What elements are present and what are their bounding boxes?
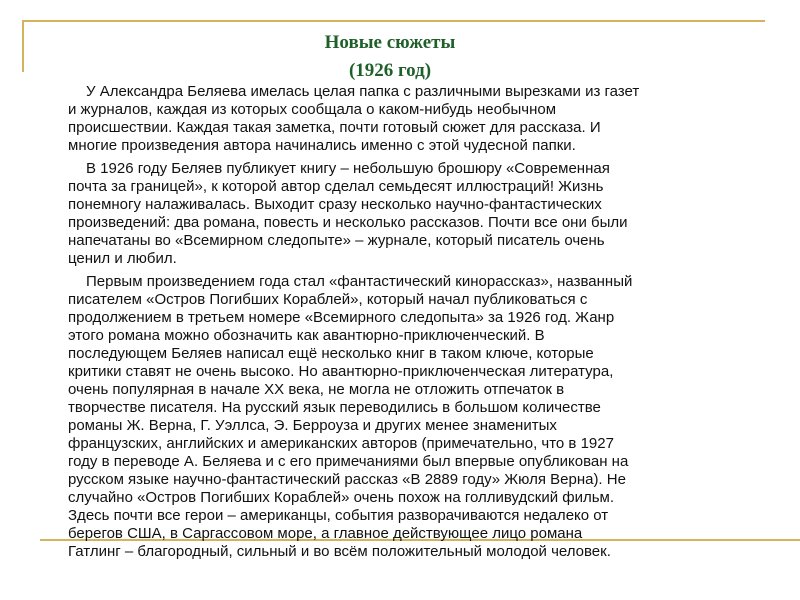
text-line: продолжением в третьем номере «Всемирного следопыта» за 1926 год. Жанр (68, 309, 615, 326)
text-line: напечатаны во «Всемирном следопыте» – журнале, который писатель очень (68, 232, 605, 249)
paragraph (68, 83, 768, 155)
text-line: понемногу налаживалась. Выходит сразу несколько научно-фантастических (68, 196, 602, 213)
text-line: Здесь почти все герои – американцы, события разворачиваются недалеко от (68, 507, 609, 524)
text-line: У Александра Беляева имелась целая папка с различными вырезками из газет (86, 83, 640, 100)
slide-title: Новые сюжеты (324, 32, 456, 53)
text-line: очень популярная в начале XX века, не могла не отложить отпечаток в (68, 381, 565, 398)
paragraph (68, 273, 768, 561)
text-line: ценил и любил. (68, 250, 177, 267)
text-line: последующем Беляев написал ещё несколько книг в таком ключе, которые (68, 345, 594, 362)
text-line: писателем «Остров Погибших Кораблей», который начал публиковаться с (68, 291, 588, 308)
text-line: почта за границей», к которой автор сделал семьдесят иллюстраций! Жизнь (68, 178, 604, 195)
text-line: В 1926 году Беляев публикует книгу – небольшую брошюру «Современная (86, 160, 610, 177)
text-line: берегов США, в Саргассовом море, а главное действующее лицо романа (68, 525, 583, 542)
text-line: случайно «Остров Погибших Кораблей» очень похож на голливудский фильм. (68, 489, 615, 506)
text-line: Гатлинг – благородный, сильный и во всём положительный молодой человек. (68, 543, 611, 560)
text-line: году в переводе А. Беляева и с его примечаниями был впервые опубликован на (68, 453, 629, 470)
slide-subtitle-year: (1926 год) (348, 60, 432, 81)
top-decorative-rule (22, 20, 765, 22)
text-line: французских, английских и американских авторов (примечательно, что в 1927 (68, 435, 614, 452)
text-line: этого романа можно обозначить как авантюрно-приключенческий. В (68, 327, 545, 344)
text-line: многие произведения автора начинались именно с этой чудесной папки. (68, 137, 576, 154)
text-line: произведений: два романа, повесть и несколько рассказов. Почти все они были (68, 214, 628, 231)
paragraph (68, 160, 768, 268)
text-line: и журналов, каждая из которых сообщала о каком-нибудь необычном (68, 101, 557, 118)
text-line: творчестве писателя. На русский язык переводились в большом количестве (68, 399, 601, 416)
text-line: критики ставят не очень высоко. Но авантюрно-приключенческая литература, (68, 363, 614, 380)
text-line: романы Ж. Верна, Г. Уэллса, Э. Берроуза и других менее знаменитых (68, 417, 557, 434)
text-line: происшествии. Каждая такая заметка, почти готовый сюжет для рассказа. И (68, 119, 601, 136)
text-line: Первым произведением года стал «фантастический кинорассказ», названный (86, 273, 633, 290)
text-line: русском языке научно-фантастический рассказ «В 2889 году» Жюля Верна). Не (68, 471, 626, 488)
slide-body-text (68, 83, 768, 566)
